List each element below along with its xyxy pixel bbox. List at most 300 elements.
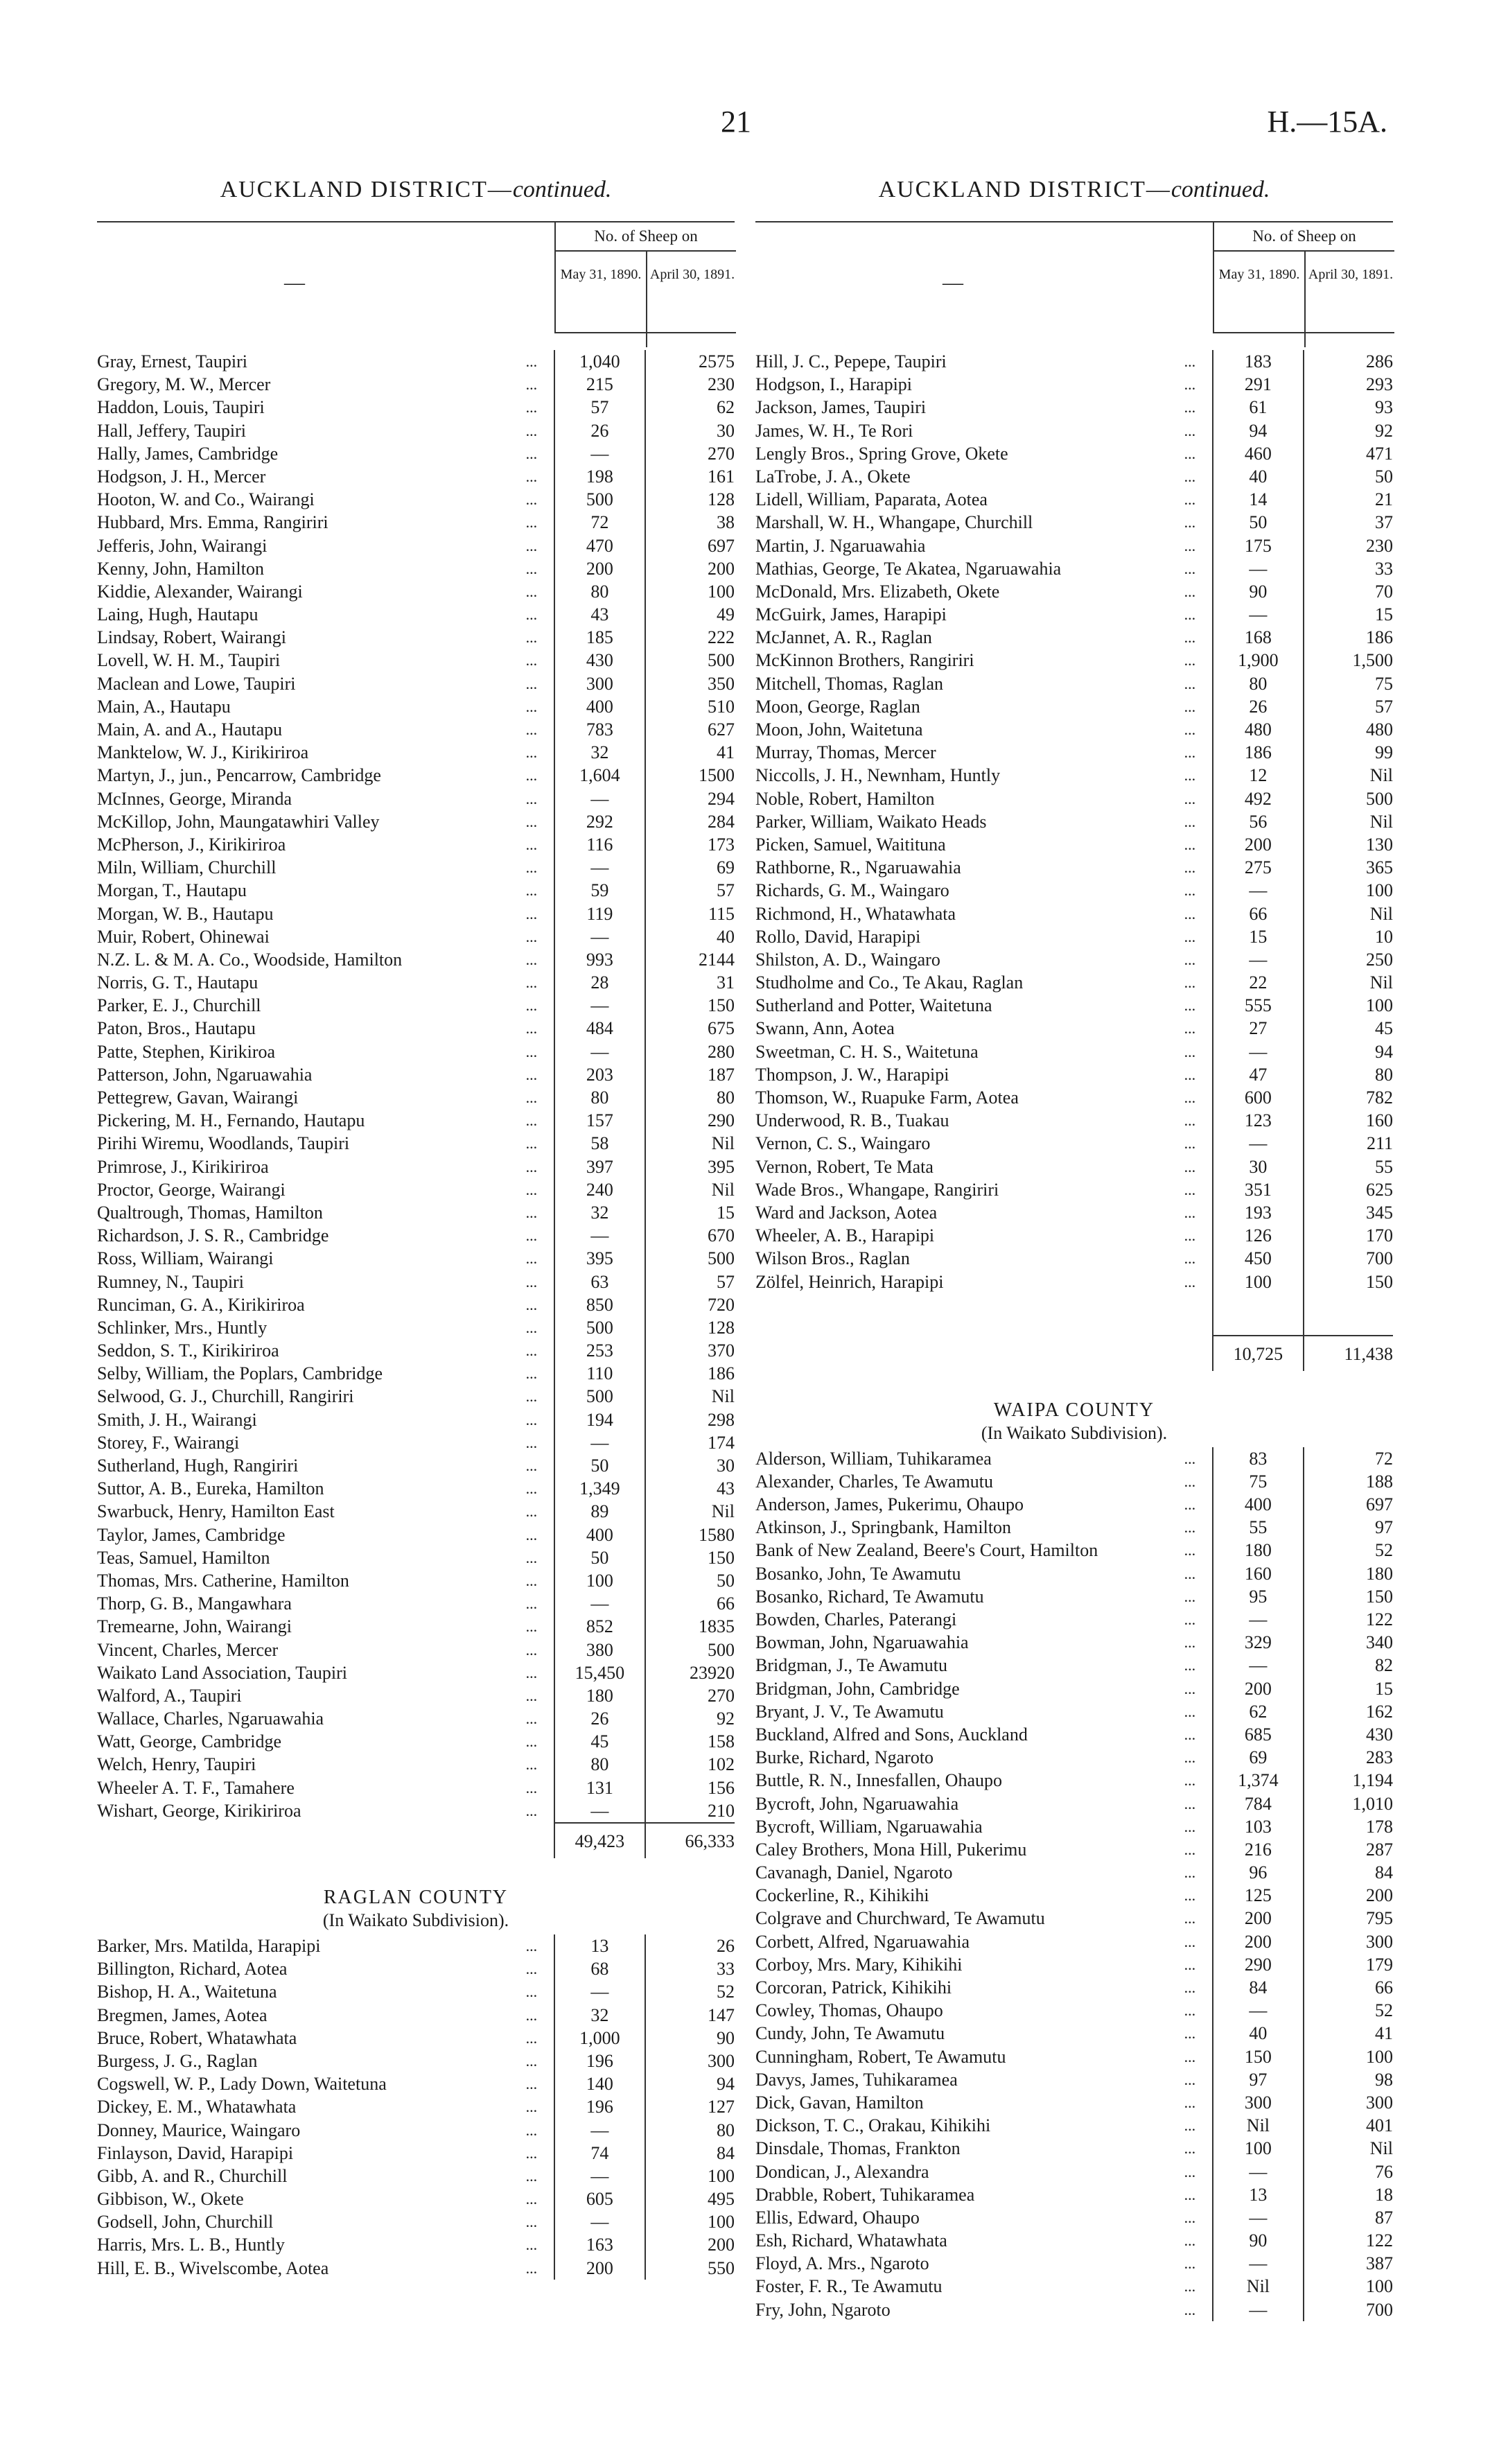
row-1890-value: 40 <box>1212 2022 1304 2045</box>
row-leader: ... <box>1184 2140 1196 2158</box>
table-row <box>755 2298 1393 2321</box>
table-row <box>755 373 1393 396</box>
row-name: Martyn, J., jun., Pencarrow, Cambridge <box>97 765 381 786</box>
table-row <box>97 488 735 511</box>
row-leader: ... <box>525 1410 538 1428</box>
row-leader: ... <box>1184 1042 1196 1060</box>
row-1891-value: 480 <box>1303 718 1393 741</box>
row-1891-value: 186 <box>645 1362 735 1385</box>
row-1890-value: 50 <box>554 1454 645 1477</box>
table-row <box>755 718 1393 741</box>
row-1890-value: 62 <box>1212 1700 1304 1723</box>
row-leader: ... <box>1184 1887 1196 1905</box>
table-row <box>755 1178 1393 1201</box>
row-1890-value: — <box>1212 1999 1304 2022</box>
row-name: Dick, Gavan, Hamilton <box>755 2092 924 2113</box>
table-row <box>755 2045 1393 2068</box>
row-1891-value: 97 <box>1303 1516 1393 1539</box>
row-leader: ... <box>525 1388 538 1406</box>
row-1891-value: 15 <box>1303 1677 1393 1700</box>
row-leader: ... <box>525 1641 538 1659</box>
row-leader: ... <box>1184 1749 1196 1767</box>
row-leader: ... <box>525 1020 538 1038</box>
row-leader: ... <box>1184 1864 1196 1882</box>
row-name: Lengly Bros., Spring Grove, Okete <box>755 443 1008 464</box>
table-row <box>97 1270 735 1293</box>
row-1891-value: 87 <box>1303 2206 1393 2229</box>
row-1890-value: 28 <box>554 971 645 994</box>
row-1890-value: 1,604 <box>554 764 645 787</box>
row-1890-value: 351 <box>1212 1178 1304 1201</box>
row-1891-value: 150 <box>1303 1270 1393 1293</box>
table-row <box>755 1976 1393 1999</box>
row-name: Main, A., Hautapu <box>97 696 231 717</box>
row-1891-value: 100 <box>645 2210 735 2233</box>
row-name: Hooton, W. and Co., Wairangi <box>97 489 315 510</box>
row-name: Buckland, Alfred and Sons, Auckland <box>755 1724 1028 1745</box>
row-1890-value: — <box>1212 1608 1304 1631</box>
table-row <box>97 672 735 695</box>
row-1890-value: 1,374 <box>1212 1769 1304 1792</box>
row-1891-value: 69 <box>645 856 735 879</box>
row-leader: ... <box>1184 1794 1196 1812</box>
row-1890-value: 27 <box>1212 1017 1304 1040</box>
table-row <box>97 1684 735 1707</box>
row-1890-value: — <box>1212 1654 1304 1677</box>
page-reference: H.—15A. <box>1267 105 1387 139</box>
row-name: Seddon, S. T., Kirikiriroa <box>97 1340 279 1361</box>
row-leader: ... <box>525 2213 538 2231</box>
row-name: Floyd, A. Mrs., Ngaroto <box>755 2253 929 2274</box>
row-name: Mathias, George, Te Akatea, Ngaruawahia <box>755 558 1062 579</box>
row-1890-value: 215 <box>554 373 645 396</box>
table-row <box>97 2072 735 2095</box>
header-date-1891: April 30, 1891. <box>646 252 737 347</box>
table-row <box>755 856 1393 879</box>
row-name: Cowley, Thomas, Ohaupo <box>755 2000 943 2021</box>
table-row <box>755 1017 1393 1040</box>
row-name: Harris, Mrs. L. B., Huntly <box>97 2235 285 2255</box>
row-name: McInnes, George, Miranda <box>97 788 292 809</box>
row-1890-value: 22 <box>1212 971 1304 994</box>
row-1890-value: 253 <box>554 1339 645 1362</box>
row-name: Buttle, R. N., Innesfallen, Ohaupo <box>755 1770 1002 1791</box>
row-1890-value: 80 <box>1212 672 1304 695</box>
table-row <box>755 2275 1393 2298</box>
table-row <box>755 695 1393 718</box>
row-1891-value: 294 <box>645 787 735 810</box>
row-1890-value: 26 <box>554 419 645 442</box>
table-row <box>755 1654 1393 1677</box>
left-rows <box>97 350 735 1822</box>
row-1891-value: 230 <box>645 373 735 396</box>
row-1890-value: 198 <box>554 465 645 488</box>
table-row <box>97 1224 735 1247</box>
table-row <box>755 1608 1393 1631</box>
row-leader: ... <box>525 1089 538 1106</box>
row-1890-value: 66 <box>1212 902 1304 925</box>
table-row <box>97 925 735 948</box>
row-name: Swarbuck, Henry, Hamilton East <box>97 1501 335 1522</box>
row-1891-value: 500 <box>645 1639 735 1661</box>
section-sub-waipa: (In Waikato Subdivision). <box>981 1422 1168 1443</box>
row-name: Miln, William, Churchill <box>97 857 277 878</box>
table-row <box>97 626 735 649</box>
table-row <box>97 994 735 1017</box>
row-leader: ... <box>525 1042 538 1060</box>
row-name: Bishop, H. A., Waitetuna <box>97 1982 277 2002</box>
district-title: AUCKLAND DISTRICT—continued. <box>220 177 612 202</box>
row-1890-value: 89 <box>554 1500 645 1523</box>
row-1890-value: — <box>554 1980 645 2003</box>
row-leader: ... <box>1184 467 1196 485</box>
row-leader: ... <box>525 2144 538 2162</box>
row-1890-value: 240 <box>554 1178 645 1201</box>
table-row <box>755 2183 1393 2206</box>
row-name: Bryant, J. V., Te Awamutu <box>755 1701 944 1722</box>
row-name: Schlinker, Mrs., Huntly <box>97 1317 268 1338</box>
row-leader: ... <box>1184 697 1196 715</box>
row-1890-value: 103 <box>1212 1815 1304 1838</box>
row-1891-value: 387 <box>1303 2252 1393 2275</box>
row-name: Caley Brothers, Mona Hill, Pukerimu <box>755 1839 1027 1860</box>
row-name: Ross, William, Wairangi <box>97 1248 274 1269</box>
table-row <box>97 603 735 626</box>
row-1891-value: 300 <box>1303 2091 1393 2114</box>
row-1891-value: 283 <box>1303 1746 1393 1769</box>
table-row <box>755 787 1393 810</box>
table-row <box>755 419 1393 442</box>
row-1891-value: 52 <box>1303 1539 1393 1562</box>
row-1890-value: 784 <box>1212 1792 1304 1815</box>
row-1891-value: 370 <box>645 1339 735 1362</box>
row-name: Barker, Mrs. Matilda, Harapipi <box>97 1936 321 1956</box>
table-row <box>97 718 735 741</box>
table-row <box>755 2068 1393 2091</box>
row-name: Billington, Richard, Aotea <box>97 1959 288 1980</box>
row-1890-value: 500 <box>554 1385 645 1408</box>
row-1891-value: 188 <box>1303 1470 1393 1493</box>
row-1890-value: 80 <box>554 1086 645 1109</box>
row-name: Cockerline, R., Kihikihi <box>755 1885 929 1906</box>
row-1890-value: 186 <box>1212 741 1304 764</box>
table-row <box>755 1447 1393 1470</box>
table-row <box>97 1178 735 1201</box>
row-1891-value: 128 <box>645 488 735 511</box>
row-leader: ... <box>525 1318 538 1336</box>
table-row <box>755 1539 1393 1562</box>
row-1891-value: 150 <box>1303 1585 1393 1608</box>
row-1891-value: 130 <box>1303 833 1393 856</box>
table-row <box>97 1040 735 1063</box>
row-1890-value: 555 <box>1212 994 1304 1017</box>
row-name: Pirihi Wiremu, Woodlands, Taupiri <box>97 1133 350 1154</box>
row-1891-value: 45 <box>1303 1017 1393 1040</box>
table-row <box>755 2229 1393 2252</box>
row-name: McKinnon Brothers, Rangiriri <box>755 650 974 671</box>
row-name: Murray, Thomas, Mercer <box>755 742 936 763</box>
row-name: Gibbison, W., Okete <box>97 2189 244 2210</box>
table-row <box>97 879 735 902</box>
table-row <box>755 2160 1393 2183</box>
row-1890-value: 196 <box>554 2095 645 2118</box>
row-1891-value: 210 <box>645 1799 735 1822</box>
row-1890-value: — <box>554 442 645 465</box>
row-1891-value: 250 <box>1303 948 1393 971</box>
row-name: Zölfel, Heinrich, Harapipi <box>755 1271 944 1292</box>
row-leader: ... <box>525 1503 538 1521</box>
row-1890-value: 200 <box>554 557 645 580</box>
row-1890-value: 605 <box>554 2187 645 2210</box>
row-leader: ... <box>1184 767 1196 785</box>
row-1891-value: Nil <box>1303 2137 1393 2160</box>
row-1891-value: 401 <box>1303 2114 1393 2137</box>
table-row <box>755 442 1393 465</box>
row-1891-value: 286 <box>1303 350 1393 373</box>
row-leader: ... <box>1184 652 1196 670</box>
row-1890-value: 380 <box>554 1639 645 1661</box>
row-1891-value: 293 <box>1303 373 1393 396</box>
row-leader: ... <box>525 2029 538 2047</box>
row-leader: ... <box>1184 1541 1196 1559</box>
row-leader: ... <box>525 582 538 600</box>
row-name: Bowman, John, Ngaruawahia <box>755 1632 969 1653</box>
row-leader: ... <box>525 1595 538 1613</box>
row-1891-value: 365 <box>1303 856 1393 879</box>
row-1891-value: 80 <box>645 1086 735 1109</box>
row-leader: ... <box>1184 1449 1196 1467</box>
row-leader: ... <box>525 997 538 1015</box>
row-1891-value: 80 <box>645 2119 735 2142</box>
row-1890-value: 119 <box>554 902 645 925</box>
row-1890-value: — <box>554 2119 645 2142</box>
table-row <box>97 1639 735 1661</box>
row-1891-value: 72 <box>1303 1447 1393 1470</box>
header-dash: — <box>284 271 305 294</box>
row-1891-value: 200 <box>1303 1884 1393 1907</box>
row-name: Gibb, A. and R., Churchill <box>97 2165 288 2186</box>
row-name: Dickson, T. C., Orakau, Kihikihi <box>755 2115 991 2136</box>
row-1891-value: 290 <box>645 1109 735 1132</box>
row-1891-value: 187 <box>645 1063 735 1086</box>
row-leader: ... <box>525 1937 538 1955</box>
row-1890-value: 116 <box>554 833 645 856</box>
row-1891-value: 500 <box>645 649 735 672</box>
row-leader: ... <box>1184 606 1196 624</box>
row-1891-value: 350 <box>645 672 735 695</box>
table-row <box>97 1431 735 1454</box>
row-leader: ... <box>1184 1955 1196 1973</box>
row-leader: ... <box>1184 2117 1196 2135</box>
row-name: Tremearne, John, Wairangi <box>97 1616 292 1637</box>
row-1890-value: 180 <box>1212 1539 1304 1562</box>
row-1891-value: 57 <box>1303 695 1393 718</box>
row-leader: ... <box>1184 1679 1196 1697</box>
row-name: James, W. H., Te Rori <box>755 420 913 441</box>
row-name: Burke, Richard, Ngaroto <box>755 1747 934 1768</box>
row-1890-value: 200 <box>1212 1677 1304 1700</box>
row-name: Muir, Robert, Ohinewai <box>97 926 270 947</box>
row-name: Taylor, James, Cambridge <box>97 1524 286 1545</box>
right-rows <box>755 350 1393 1293</box>
row-leader: ... <box>525 674 538 692</box>
row-leader: ... <box>525 1135 538 1153</box>
row-1891-value: 395 <box>645 1155 735 1178</box>
table-row <box>755 2137 1393 2160</box>
table-row <box>755 1861 1393 1884</box>
table-row <box>755 879 1393 902</box>
row-leader: ... <box>525 812 538 830</box>
section-sub-raglan: (In Waikato Subdivision). <box>322 1910 509 1930</box>
row-1890-value: 200 <box>1212 1930 1304 1953</box>
table-row <box>97 373 735 396</box>
row-1891-value: 625 <box>1303 1178 1393 1201</box>
row-leader: ... <box>525 1112 538 1130</box>
row-name: McJannet, A. R., Raglan <box>755 627 932 648</box>
row-1891-value: 500 <box>1303 787 1393 810</box>
row-leader: ... <box>1184 1979 1196 1996</box>
row-name: Richmond, H., Whatawhata <box>755 903 956 924</box>
row-1891-value: 147 <box>645 2004 735 2027</box>
row-leader: ... <box>1184 1250 1196 1268</box>
row-1891-value: 30 <box>645 419 735 442</box>
table-row <box>755 1040 1393 1063</box>
row-1890-value: 95 <box>1212 1585 1304 1608</box>
row-name: Martin, J. Ngaruawahia <box>755 535 926 556</box>
header-dash: — <box>943 271 963 294</box>
row-leader: ... <box>525 1686 538 1704</box>
table-row <box>97 580 735 603</box>
row-leader: ... <box>525 1295 538 1313</box>
table-row <box>755 1493 1393 1516</box>
table-row <box>97 1569 735 1592</box>
row-1891-value: 122 <box>1303 1608 1393 1631</box>
row-name: Ward and Jackson, Aotea <box>755 1202 938 1223</box>
row-name: McKillop, John, Maungatawhiri Valley <box>97 811 380 832</box>
table-row <box>97 2050 735 2072</box>
right-total: 10,725 11,438 <box>755 1335 1393 1371</box>
row-1891-value: 33 <box>645 1957 735 1980</box>
row-1891-value: 100 <box>1303 2275 1393 2298</box>
table-row <box>755 2022 1393 2045</box>
row-1891-value: 66 <box>645 1592 735 1615</box>
row-1890-value: 397 <box>554 1155 645 1178</box>
table-row <box>97 741 735 764</box>
row-1890-value: 83 <box>1212 1447 1304 1470</box>
row-1891-value: 161 <box>645 465 735 488</box>
row-leader: ... <box>525 1756 538 1774</box>
row-1890-value: 100 <box>554 1569 645 1592</box>
row-1890-value: 96 <box>1212 1861 1304 1884</box>
row-1890-value: 183 <box>1212 350 1304 373</box>
row-1890-value: 75 <box>1212 1470 1304 1493</box>
row-1891-value: 430 <box>1303 1723 1393 1746</box>
row-1891-value: 1,010 <box>1303 1792 1393 1815</box>
row-name: Waikato Land Association, Taupiri <box>97 1662 347 1683</box>
row-leader: ... <box>525 2006 538 2024</box>
row-1891-value: 37 <box>1303 511 1393 534</box>
row-1891-value: 270 <box>645 1684 735 1707</box>
row-name: Vernon, Robert, Te Mata <box>755 1156 934 1177</box>
row-leader: ... <box>525 835 538 853</box>
table-row <box>755 488 1393 511</box>
row-leader: ... <box>1184 2025 1196 2043</box>
row-1890-value: 460 <box>1212 442 1304 465</box>
row-leader: ... <box>1184 882 1196 900</box>
row-name: Watt, George, Cambridge <box>97 1731 282 1752</box>
page-number: 21 <box>721 105 751 139</box>
row-name: Corcoran, Patrick, Kihikihi <box>755 1977 952 1998</box>
row-1891-value: 30 <box>645 1454 735 1477</box>
row-leader: ... <box>1184 2002 1196 2020</box>
table-row <box>97 557 735 580</box>
row-1891-value: 52 <box>645 1980 735 2003</box>
row-1891-value: 82 <box>1303 1654 1393 1677</box>
row-name: Hodgson, I., Harapipi <box>755 374 913 395</box>
row-1890-value: 200 <box>1212 1907 1304 1930</box>
row-1891-value: 100 <box>1303 2045 1393 2068</box>
row-leader: ... <box>525 721 538 738</box>
table-row <box>97 2095 735 2118</box>
row-1891-value: 160 <box>1303 1109 1393 1132</box>
row-leader: ... <box>1184 1065 1196 1083</box>
row-name: Bregmen, James, Aotea <box>97 2004 268 2025</box>
row-1890-value: 196 <box>554 2050 645 2072</box>
row-leader: ... <box>1184 835 1196 853</box>
row-leader: ... <box>525 744 538 762</box>
row-1890-value: 26 <box>554 1707 645 1730</box>
row-leader: ... <box>525 399 538 417</box>
row-1890-value: 15,450 <box>554 1661 645 1684</box>
table-row <box>755 1930 1393 1953</box>
row-1890-value: 500 <box>554 488 645 511</box>
row-leader: ... <box>1184 2185 1196 2203</box>
table-row <box>755 1815 1393 1838</box>
row-1890-value: 63 <box>554 1270 645 1293</box>
row-1891-value: 300 <box>645 2050 735 2072</box>
row-leader: ... <box>1184 2070 1196 2088</box>
row-1891-value: 55 <box>1303 1155 1393 1178</box>
row-1890-value: — <box>554 1799 645 1822</box>
row-name: Davys, James, Tuhikaramea <box>755 2069 958 2090</box>
row-name: Smith, J. H., Wairangi <box>97 1409 257 1430</box>
row-leader: ... <box>525 1342 538 1360</box>
row-leader: ... <box>525 1983 538 2001</box>
row-name: Storey, F., Wairangi <box>97 1432 240 1453</box>
row-name: Mitchell, Thomas, Raglan <box>755 673 944 694</box>
row-name: Picken, Samuel, Waitituna <box>755 834 946 855</box>
row-1890-value: 100 <box>1212 1270 1304 1293</box>
row-name: Underwood, R. B., Tuakau <box>755 1110 949 1131</box>
table-row <box>97 1454 735 1477</box>
row-name: Kiddie, Alexander, Wairangi <box>97 581 303 602</box>
table-row <box>755 741 1393 764</box>
row-name: Cunningham, Robert, Te Awamutu <box>755 2046 1006 2067</box>
row-1891-value: 284 <box>645 810 735 833</box>
row-1891-value: 1500 <box>645 764 735 787</box>
row-1891-value: Nil <box>645 1385 735 1408</box>
table-row <box>755 1792 1393 1815</box>
table-row <box>97 1132 735 1155</box>
row-1891-value: 2144 <box>645 948 735 971</box>
row-leader: ... <box>525 2236 538 2254</box>
row-name: Burgess, J. G., Raglan <box>97 2050 258 2071</box>
row-1891-value: 21 <box>1303 488 1393 511</box>
row-1890-value: 783 <box>554 718 645 741</box>
row-leader: ... <box>525 1457 538 1474</box>
table-row <box>755 948 1393 971</box>
row-1891-value: 31 <box>645 971 735 994</box>
